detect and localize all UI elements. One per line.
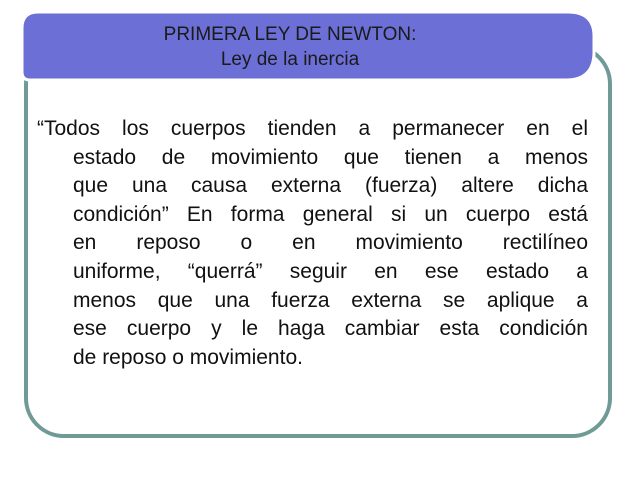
paragraph-line: ese cuerpo y le haga cambiar esta condición bbox=[73, 317, 588, 341]
paragraph-line: de reposo o movimiento. bbox=[73, 345, 303, 369]
paragraph-line: “Todos los cuerpos tienden a permanecer en el bbox=[37, 117, 588, 140]
paragraph-line: que una causa externa (fuerza) altere dicha bbox=[73, 174, 588, 198]
paragraph-line: condición” En forma general si un cuerpo está bbox=[73, 202, 588, 226]
definition-paragraph bbox=[37, 115, 588, 372]
title-main: PRIMERA LEY DE NEWTON: bbox=[163, 24, 417, 45]
paragraph-line: menos que una fuerza externa se aplique a bbox=[73, 288, 588, 312]
paragraph-line: uniforme, “querrá” seguir en ese estado a bbox=[73, 259, 588, 283]
paragraph-line: en reposo o en movimiento rectilíneo bbox=[73, 231, 588, 255]
slide-title bbox=[20, 22, 560, 72]
paragraph-line: estado de movimiento que tienen a menos bbox=[73, 145, 588, 169]
title-subtitle: Ley de la inercia bbox=[220, 49, 360, 70]
